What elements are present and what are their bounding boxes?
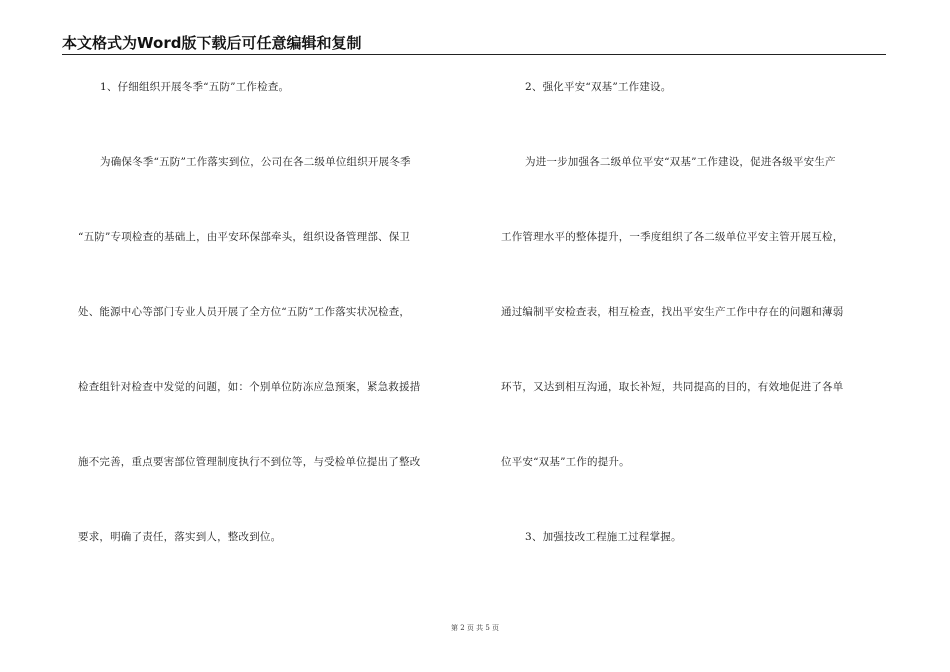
- right-line-1: 为进一步加强各二级单位平安“双基”工作建设，促进各级平安生产: [525, 156, 836, 168]
- page-number: 第 2 页 共 5 页: [450, 624, 500, 632]
- header-title: 本文格式为Word版下载后可任意编辑和复制: [62, 34, 362, 52]
- right-line-heading-3: 3、加强技改工程施工过程掌握。: [525, 531, 682, 543]
- right-line-5: 位平安“双基”工作的提升。: [501, 456, 630, 468]
- left-line-5: 施不完善，重点要害部位管理制度执行不到位等，与受检单位提出了整改: [78, 456, 421, 468]
- left-line-2: “五防”专项检查的基础上，由平安环保部牵头，组织设备管理部、保卫: [78, 231, 411, 243]
- left-line-3: 处、能源中心等部门专业人员开展了全方位“五防”工作落实状况检查，: [78, 306, 411, 318]
- right-line-2: 工作管理水平的整体提升，一季度组织了各二级单位平安主管开展互检，: [501, 231, 844, 243]
- left-line-6: 要求，明确了责任，落实到人，整改到位。: [78, 531, 282, 543]
- left-line-heading-1: 1、仔细组织开展冬季“五防”工作检查。: [100, 81, 290, 93]
- left-line-4: 检查组针对检查中发觉的问题，如：个别单位防冻应急预案，紧急救援措: [78, 381, 421, 393]
- left-line-1: 为确保冬季“五防”工作落实到位，公司在各二级单位组织开展冬季: [100, 156, 411, 168]
- right-line-heading-2: 2、强化平安“双基”工作建设。: [525, 81, 672, 93]
- page-header: [62, 34, 886, 55]
- right-line-4: 环节，又达到相互沟通，取长补短，共同提高的目的，有效地促进了各单: [501, 381, 844, 393]
- right-line-3: 通过编制平安检查表，相互检查，找出平安生产工作中存在的问题和薄弱: [501, 306, 844, 318]
